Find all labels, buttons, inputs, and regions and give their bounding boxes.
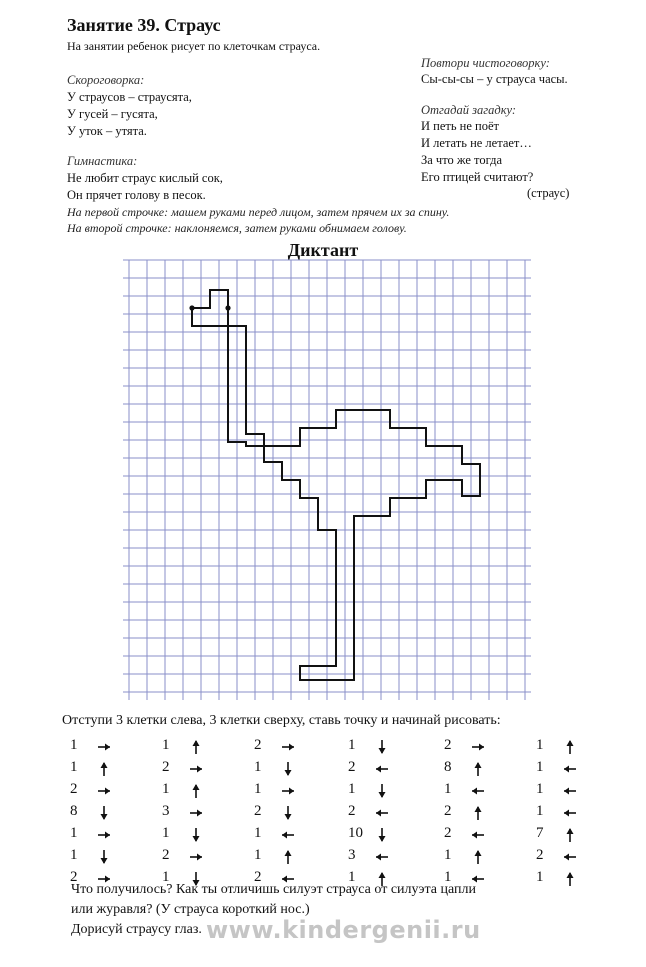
watermark: www.kindergenii.ru [206,916,481,944]
step-count: 1 [162,825,170,841]
step-count: 1 [162,781,170,797]
step-count: 8 [444,759,452,775]
arrow-left-icon [562,804,578,822]
outro-line: Что получилось? Как ты отличишь силуэт страуса от силуэта цапли [71,882,477,897]
riddle-label: Отгадай загадку: [421,103,517,117]
dictation-step [536,759,606,779]
step-count: 1 [70,825,78,841]
dictation-step [70,825,140,845]
gymnastics-instruction: На первой строчке: машем руками перед лицом, затем прячем их за спину. [67,205,450,219]
dictation-step [444,781,514,801]
step-count: 1 [348,869,356,885]
arrow-right-icon [280,738,296,756]
gymnastics-label: Гимнастика: [67,154,138,168]
dictation-step [536,803,606,823]
dictation-step [254,781,324,801]
step-count: 2 [70,781,78,797]
gymnastics-line: Он прячет голову в песок. [67,188,206,202]
dictation-step [254,759,324,779]
step-count: 1 [162,737,170,753]
dictation-step [348,803,418,823]
step-count: 1 [254,847,262,863]
dictation-step [162,803,232,823]
dictation-step [162,759,232,779]
step-count: 1 [536,803,544,819]
arrow-left-icon [562,848,578,866]
arrow-down-icon [374,826,390,844]
dictation-step [70,781,140,801]
dictation-step [444,737,514,757]
step-count: 1 [536,781,544,797]
step-count: 1 [444,847,452,863]
gymnastics-instruction: На второй строчке: наклоняемся, затем руками обнимаем голову. [67,221,407,235]
lesson-title: Занятие 39. Страус [67,15,221,35]
dictation-step [348,847,418,867]
step-count: 2 [348,803,356,819]
dictation-step [70,847,140,867]
arrow-up-icon [470,760,486,778]
step-count: 3 [162,803,170,819]
step-count: 1 [254,825,262,841]
step-count: 7 [536,825,544,841]
dictation-step [162,825,232,845]
step-count: 2 [444,825,452,841]
dictation-step [444,803,514,823]
arrow-up-icon [188,738,204,756]
step-count: 2 [162,847,170,863]
dictation-step [444,825,514,845]
arrow-down-icon [280,760,296,778]
dictation-step [70,803,140,823]
dictation-title: Диктант [287,240,359,260]
dictation-step [444,847,514,867]
dictation-step [536,847,606,867]
arrow-down-icon [188,826,204,844]
arrow-down-icon [96,848,112,866]
arrow-right-icon [188,804,204,822]
arrow-up-icon [188,782,204,800]
lesson-intro: На занятии ребенок рисует по клеточкам страуса. [67,39,321,53]
arrow-right-icon [280,782,296,800]
arrow-up-icon [562,826,578,844]
step-count: 1 [444,869,452,885]
dictation-start-instruction: Отступи 3 клетки слева, 3 клетки сверху, ставь точку и начинай рисовать: [62,713,501,728]
arrow-left-icon [470,826,486,844]
dictation-step [444,759,514,779]
arrow-up-icon [96,760,112,778]
arrow-down-icon [280,804,296,822]
dictation-step [348,781,418,801]
step-count: 1 [536,869,544,885]
step-count: 1 [348,737,356,753]
arrow-up-icon [280,848,296,866]
dictation-step [536,737,606,757]
ostrich-body-outline [228,326,480,680]
arrow-left-icon [374,804,390,822]
arrow-left-icon [374,848,390,866]
tongue-twister-label: Скороговорка: [67,73,145,87]
step-count: 1 [348,781,356,797]
dictation-step [70,737,140,757]
dictation-step [254,825,324,845]
ostrich-outline [192,290,228,326]
dictation-step [536,781,606,801]
arrow-up-icon [470,804,486,822]
dictation-step [348,759,418,779]
step-count: 1 [70,759,78,775]
step-count: 2 [348,759,356,775]
arrow-up-icon [562,738,578,756]
step-count: 2 [162,759,170,775]
riddle-line: И петь не поёт [421,119,499,133]
arrow-down-icon [374,738,390,756]
arrow-right-icon [470,738,486,756]
eye-dot [225,305,230,310]
dictation-step [162,737,232,757]
step-count: 1 [254,759,262,775]
dictation-step [348,737,418,757]
arrow-right-icon [96,782,112,800]
riddle-answer: (страус) [527,186,570,200]
dictation-step [70,759,140,779]
step-count: 2 [254,869,262,885]
step-count: 1 [162,869,170,885]
tongue-twister-line: У страусов – страусята, [67,90,192,104]
step-count: 2 [536,847,544,863]
tongue-twister-line: У гусей – гусята, [67,107,158,121]
arrow-up-icon [562,870,578,888]
step-count: 2 [70,869,78,885]
arrow-down-icon [96,804,112,822]
arrow-right-icon [96,738,112,756]
step-count: 1 [70,737,78,753]
dictation-step [348,825,418,845]
step-count: 3 [348,847,356,863]
step-count: 1 [536,759,544,775]
start-dot [189,305,194,310]
arrow-left-icon [562,760,578,778]
arrow-right-icon [96,826,112,844]
step-count: 1 [536,737,544,753]
riddle-line: За что же тогда [421,153,502,167]
arrow-left-icon [374,760,390,778]
step-count: 1 [444,781,452,797]
outro-line: или журавля? (У страуса короткий нос.) [71,902,310,917]
dictation-step [162,781,232,801]
outro-line: Дорисуй страусу глаз. [71,922,202,937]
dictation-step [254,803,324,823]
arrow-down-icon [374,782,390,800]
dictation-step [254,737,324,757]
pure-phrase: Сы-сы-сы – у страуса часы. [421,72,568,86]
step-count: 2 [254,737,262,753]
pure-phrase-label: Повтори чистоговорку: [421,56,550,70]
dictation-step [536,869,606,889]
step-count: 2 [444,803,452,819]
arrow-right-icon [188,760,204,778]
dictation-step [254,847,324,867]
step-count: 1 [254,781,262,797]
arrow-up-icon [470,848,486,866]
arrow-left-icon [470,782,486,800]
step-count: 2 [254,803,262,819]
step-count: 8 [70,803,78,819]
step-count: 2 [444,737,452,753]
riddle-line: И летать не летает… [421,136,532,150]
gymnastics-line: Не любит страус кислый сок, [67,171,223,185]
arrow-right-icon [188,848,204,866]
step-count: 10 [348,825,363,841]
riddle-line: Его птицей считают? [421,170,534,184]
arrow-left-icon [280,826,296,844]
arrow-left-icon [562,782,578,800]
step-count: 1 [70,847,78,863]
dictation-step [162,847,232,867]
dictation-step [536,825,606,845]
tongue-twister-line: У уток – утята. [67,124,147,138]
